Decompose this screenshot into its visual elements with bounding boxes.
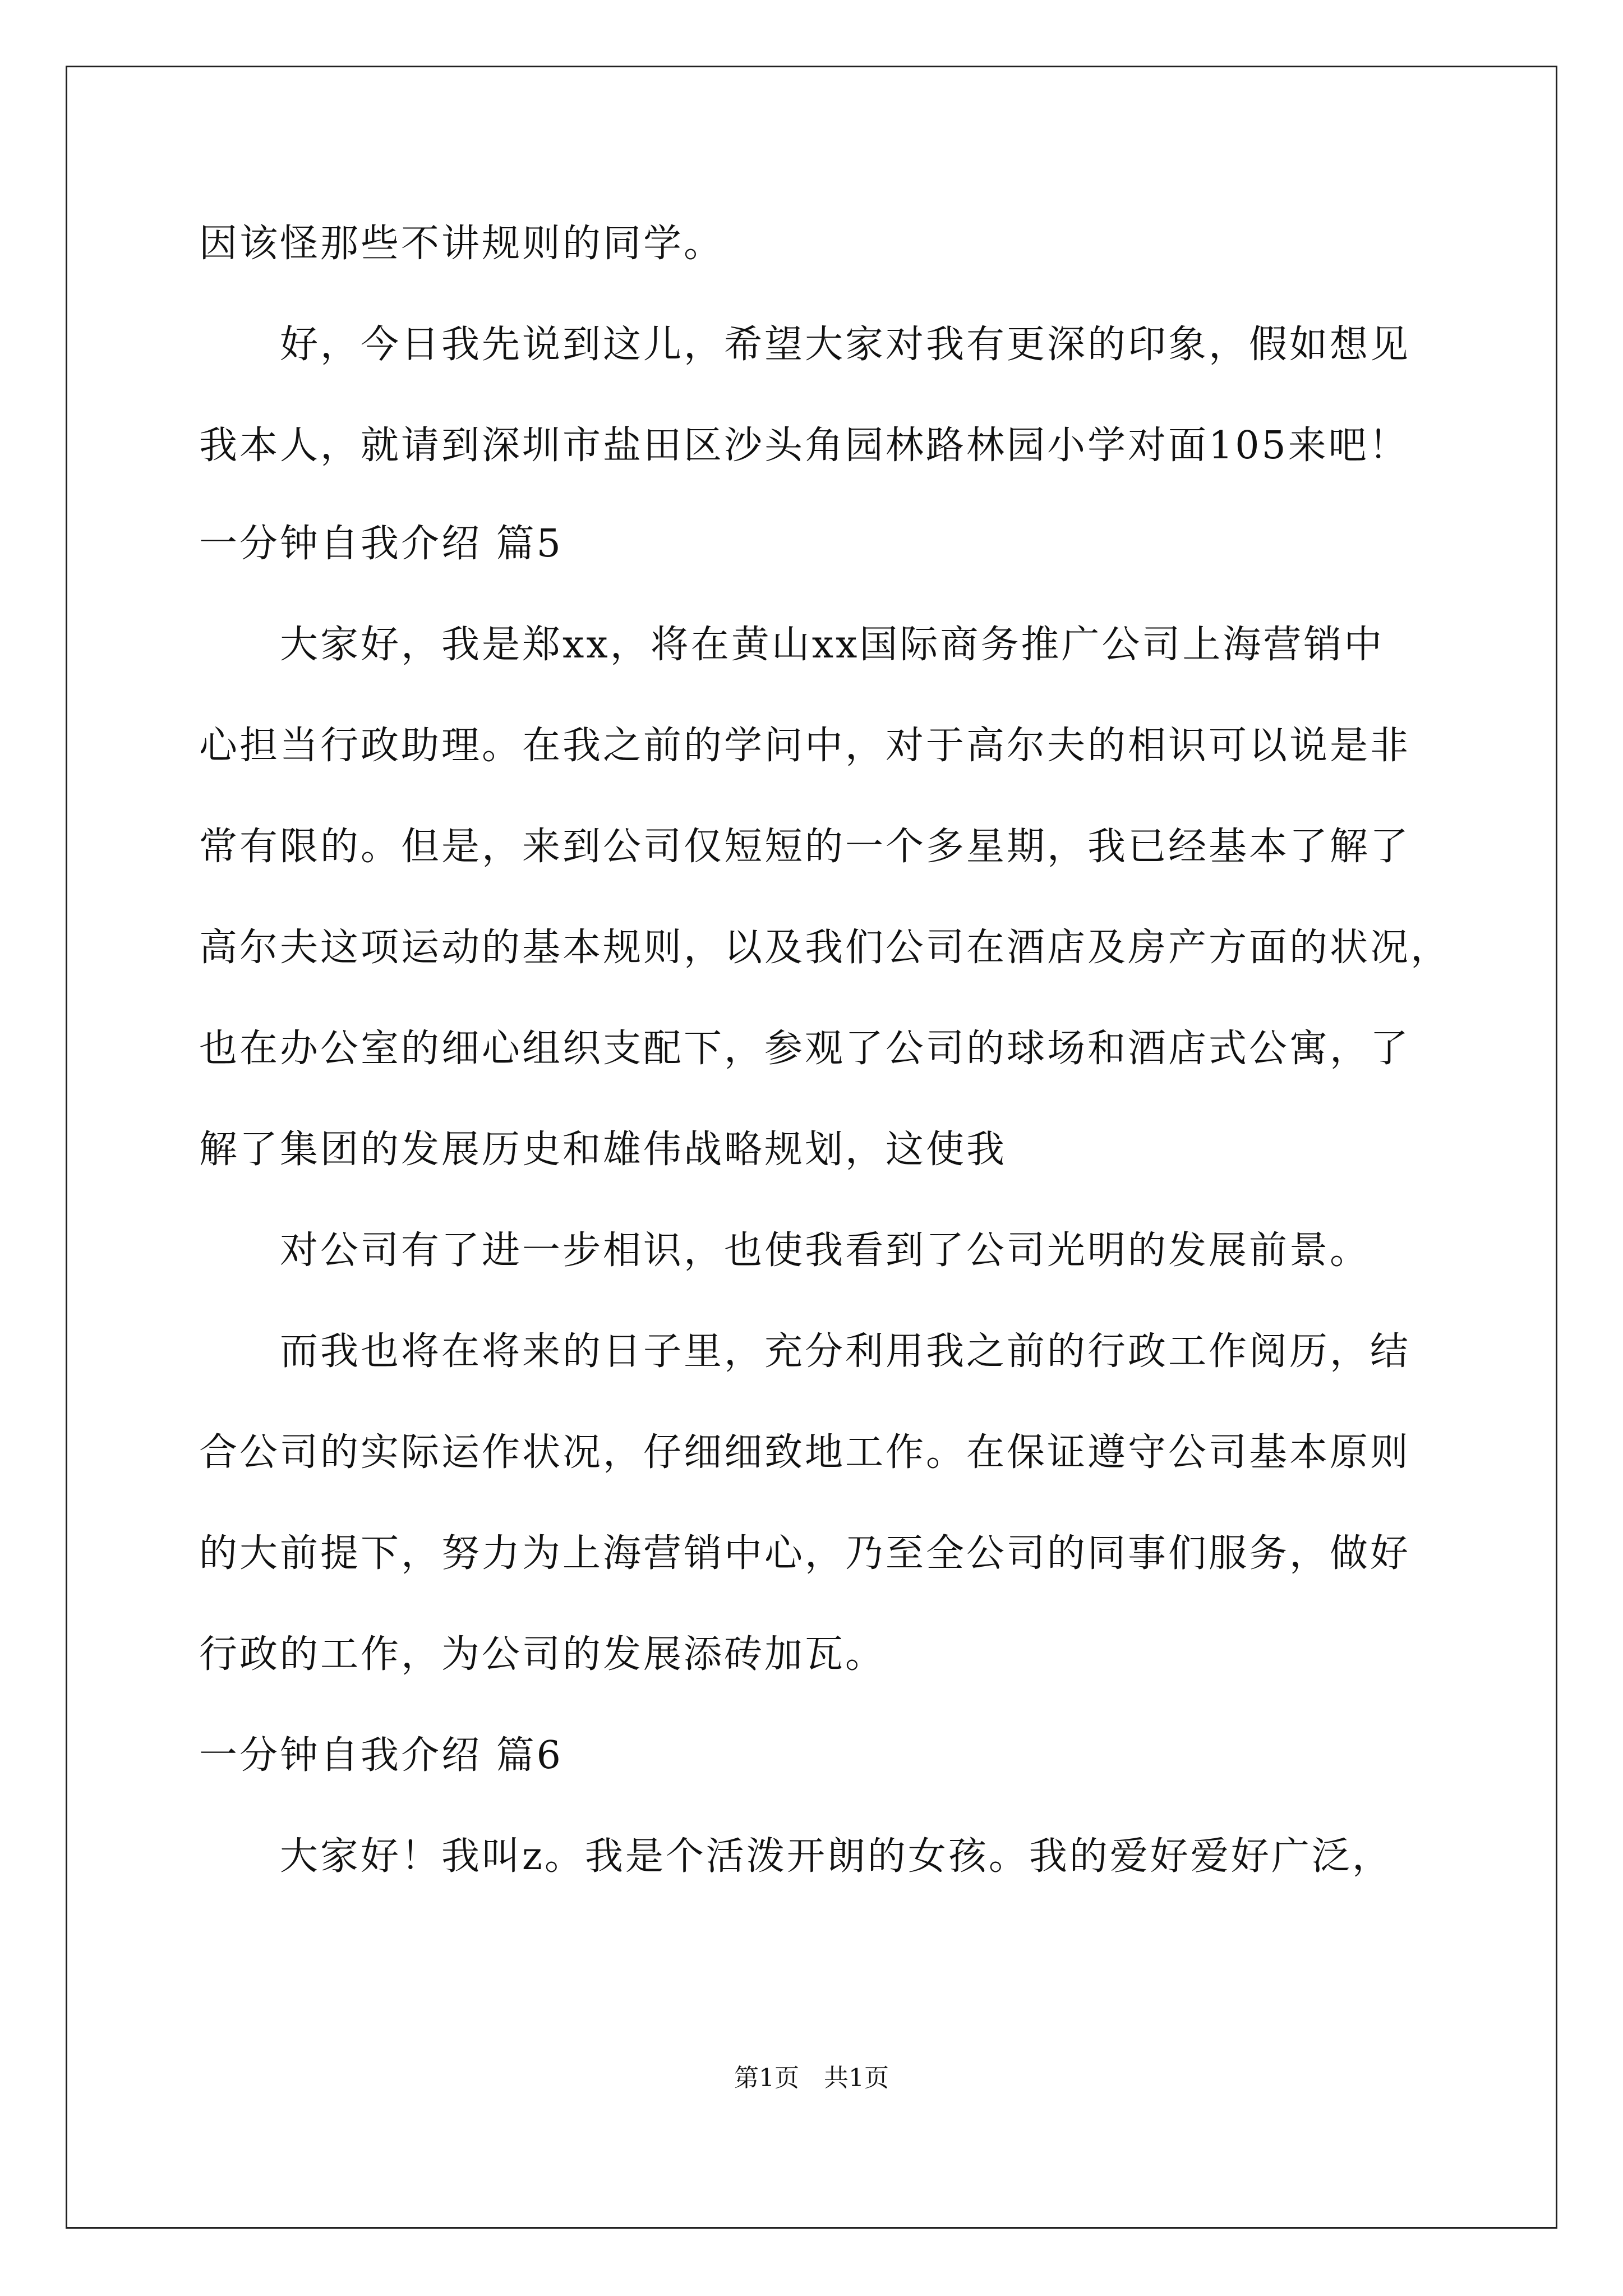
text-line: 也在办公室的细心组织支配下，参观了公司的球场和酒店式公寓，了	[199, 1027, 1411, 1071]
text-line: 心担当行政助理。在我之前的学问中，对于高尔夫的相识可以说是非	[199, 724, 1411, 768]
text-line: 合公司的实际运作状况，仔细细致地工作。在保证遵守公司基本原则	[199, 1430, 1411, 1475]
paragraph-first-line: 好，今日我先说到这儿，希望大家对我有更深的印象，假如想见	[280, 323, 1411, 367]
section-heading: 一分钟自我介绍 篇5	[199, 522, 563, 566]
text-line: 因该怪那些不讲规则的同学。	[199, 222, 725, 266]
text-line: 我本人，就请到深圳市盐田区沙头角园林路林园小学对面105来吧！	[199, 424, 1409, 468]
section-heading: 一分钟自我介绍 篇6	[199, 1733, 563, 1778]
text-line: 高尔夫这项运动的基本规则，以及我们公司在酒店及房产方面的状况，	[199, 926, 1451, 970]
text-line: 行政的工作，为公司的发展添砖加瓦。	[199, 1632, 886, 1677]
page-number-footer: 第1页 共1页	[734, 2064, 889, 2092]
text-line: 解了集团的发展历史和雄伟战略规划，这使我	[199, 1128, 1007, 1172]
paragraph-first-line: 大家好，我是郑xx，将在黄山xx国际商务推广公司上海营销中	[280, 623, 1385, 667]
paragraph-first-line: 对公司有了进一步相识，也使我看到了公司光明的发展前景。	[280, 1228, 1371, 1273]
paragraph-first-line: 而我也将在将来的日子里，充分利用我之前的行政工作阅历，结	[280, 1329, 1411, 1374]
paragraph-first-line: 大家好！我叫z。我是个活泼开朗的女孩。我的爱好爱好广泛，	[280, 1834, 1393, 1879]
text-line: 常有限的。但是，来到公司仅短短的一个多星期，我已经基本了解了	[199, 825, 1411, 869]
text-line: 的大前提下，努力为上海营销中心，乃至全公司的同事们服务，做好	[199, 1531, 1411, 1576]
